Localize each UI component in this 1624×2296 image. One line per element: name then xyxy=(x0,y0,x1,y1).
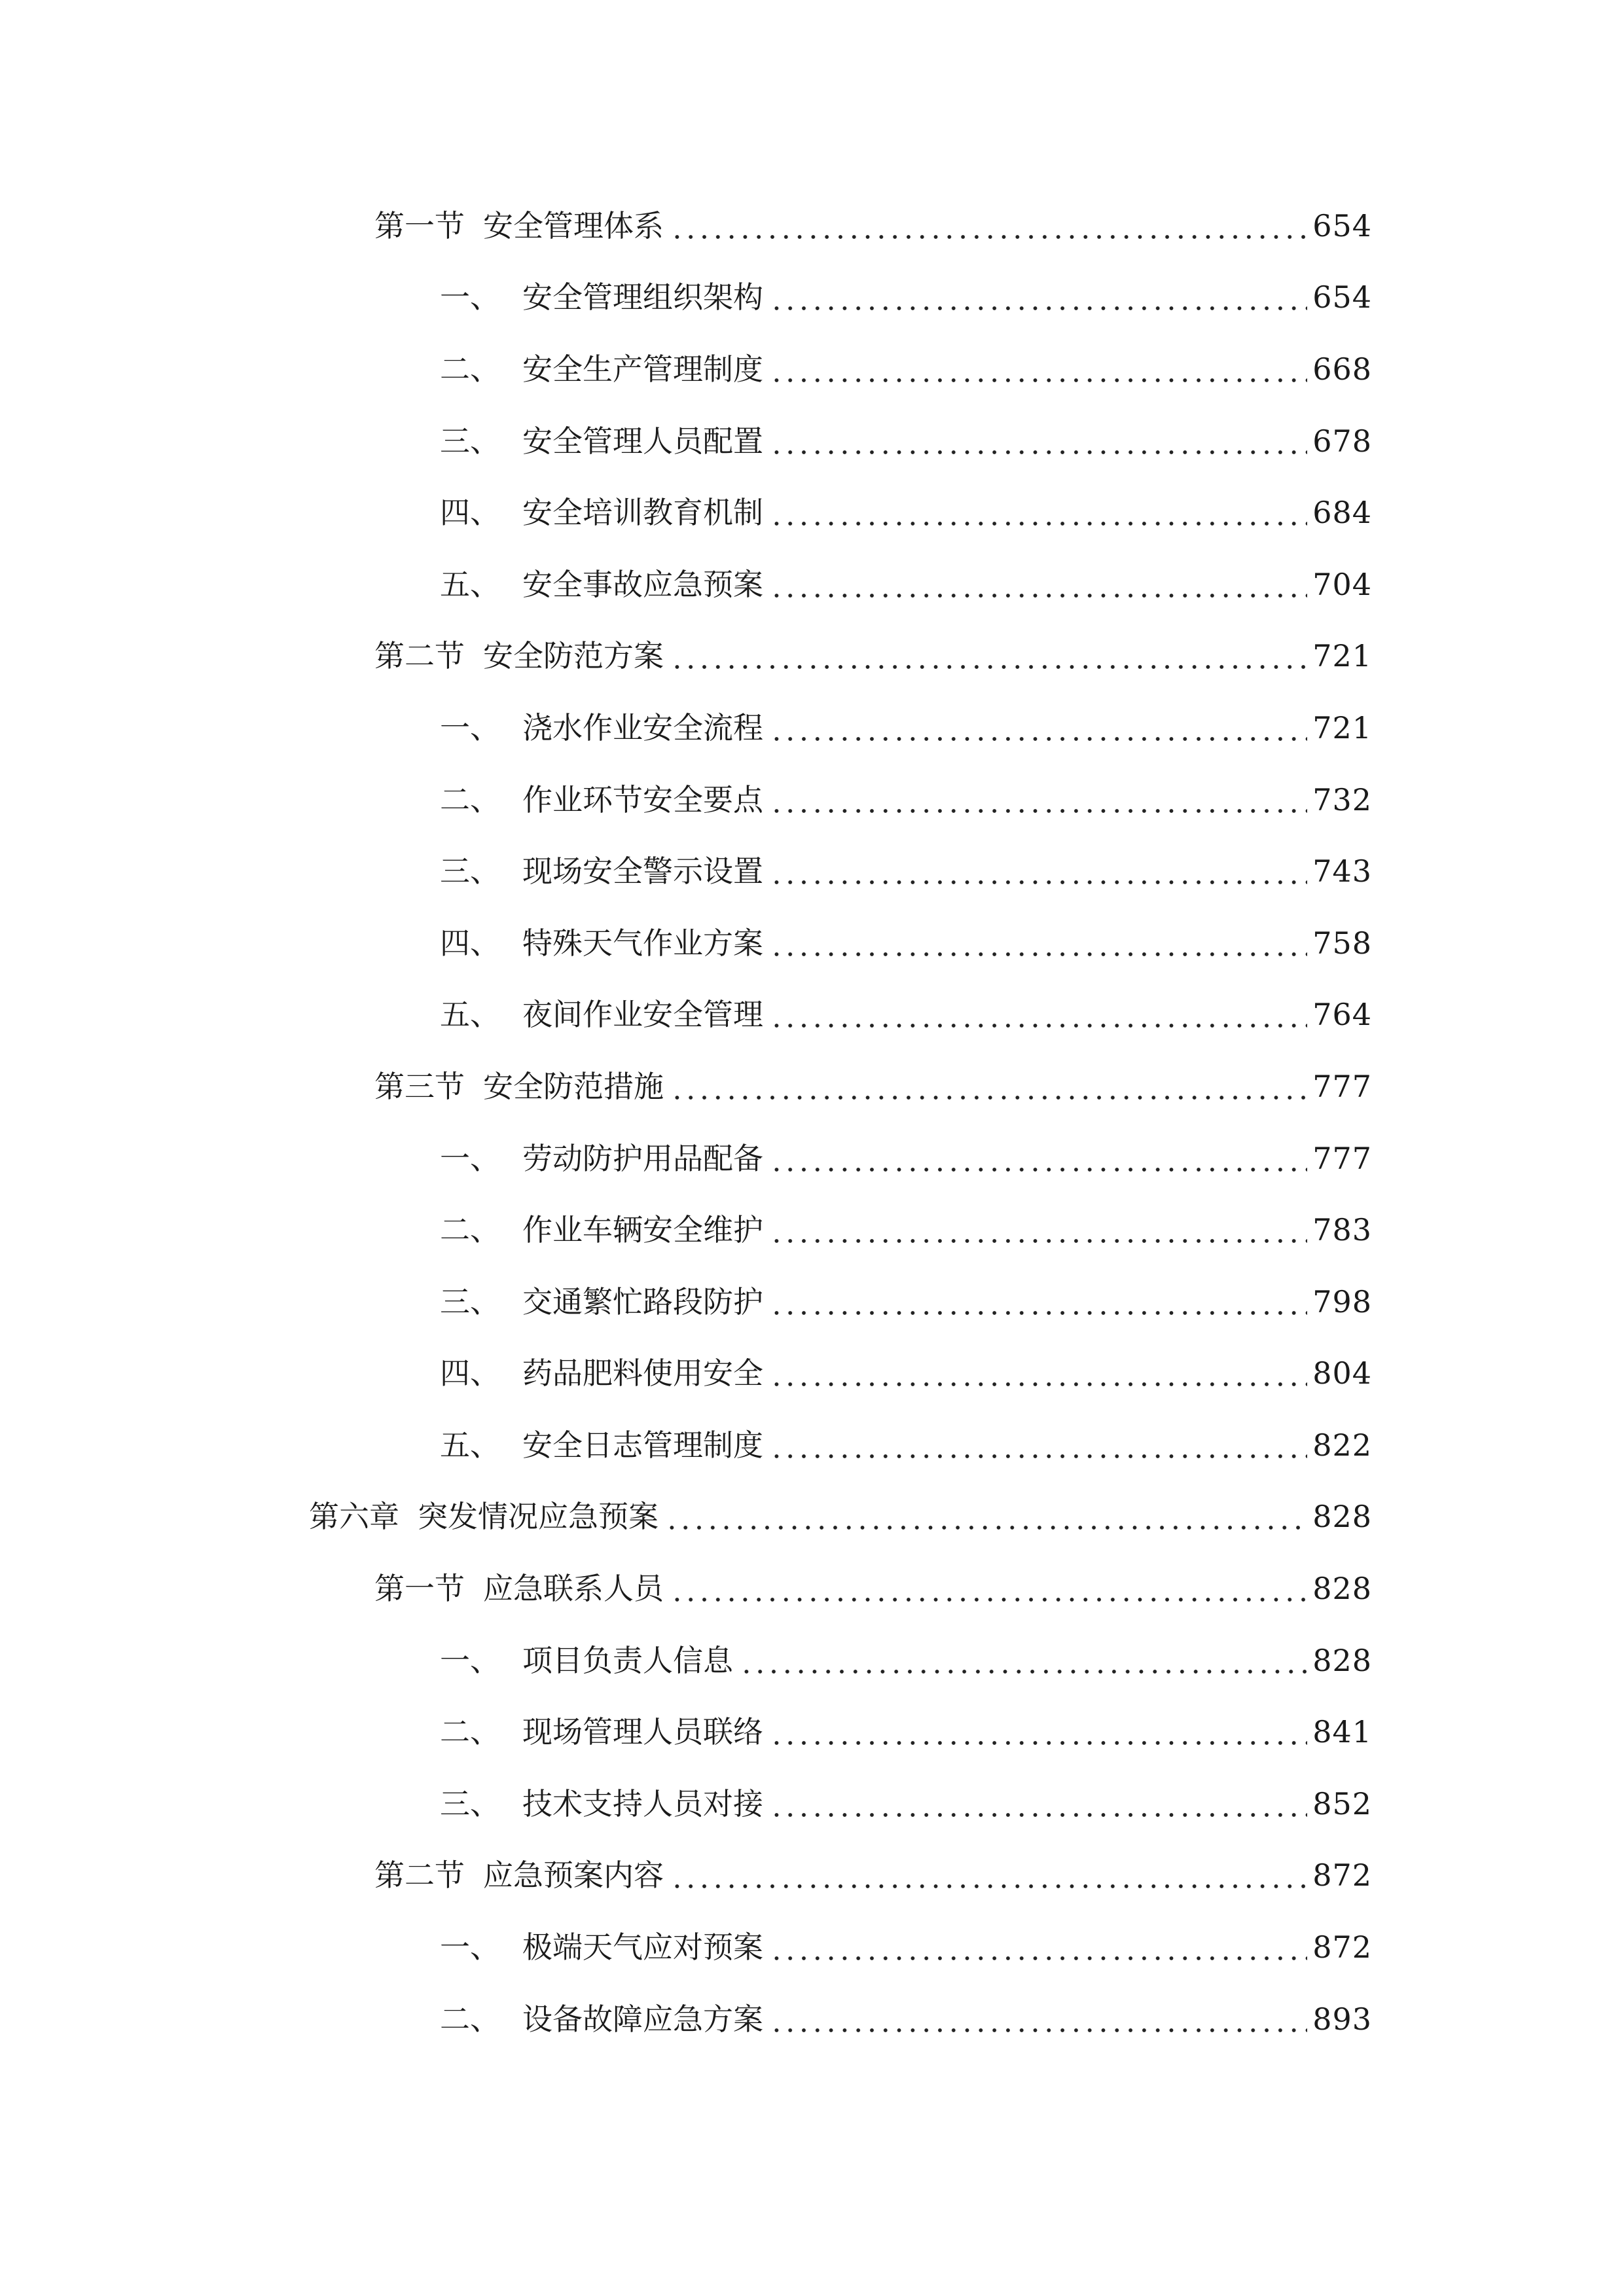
toc-entry[interactable] xyxy=(0,1768,1624,1840)
toc-entry[interactable] xyxy=(0,620,1624,692)
toc-entry-page: 822 xyxy=(1312,1427,1372,1463)
toc-entry-prefix: 二、 xyxy=(440,1714,500,1750)
toc-entry-prefix: 第二节 xyxy=(374,1857,465,1893)
dot-leader xyxy=(670,211,1307,241)
dot-leader xyxy=(770,426,1307,456)
toc-entry-prefix: 一、 xyxy=(440,709,500,745)
dot-leader xyxy=(770,497,1307,528)
dot-leader xyxy=(770,1287,1307,1317)
toc-entry-title: 浇水作业安全流程 xyxy=(522,709,763,745)
toc-entry-prefix: 二、 xyxy=(440,781,500,817)
dot-leader xyxy=(770,928,1307,958)
toc-entry-prefix: 第一节 xyxy=(374,1571,465,1607)
toc-entry-page: 783 xyxy=(1312,1212,1372,1248)
toc-entry-prefix: 三、 xyxy=(440,423,500,459)
toc-entry-title: 安全日志管理制度 xyxy=(522,1427,763,1463)
toc-entry-page: 893 xyxy=(1312,2001,1372,2037)
dot-leader xyxy=(770,2004,1307,2034)
toc-entry[interactable] xyxy=(0,1409,1624,1481)
toc-entry-page: 828 xyxy=(1312,1642,1372,1678)
toc-entry-prefix: 一、 xyxy=(440,1929,500,1965)
toc-entry[interactable] xyxy=(0,476,1624,548)
table-of-contents xyxy=(0,190,1624,2054)
dot-leader xyxy=(770,785,1307,815)
toc-entry-title: 安全管理组织架构 xyxy=(522,279,763,315)
toc-entry[interactable] xyxy=(0,1840,1624,1912)
toc-entry-title: 安全管理人员配置 xyxy=(522,423,763,459)
toc-entry-page: 704 xyxy=(1312,566,1372,602)
toc-entry-title: 安全防范方案 xyxy=(483,638,664,674)
toc-entry-page: 654 xyxy=(1312,207,1372,243)
toc-entry[interactable] xyxy=(0,907,1624,979)
toc-entry-title: 夜间作业安全管理 xyxy=(522,997,763,1033)
toc-entry-title: 安全事故应急预案 xyxy=(522,566,763,602)
toc-entry-prefix: 二、 xyxy=(440,351,500,387)
toc-entry[interactable] xyxy=(0,1266,1624,1338)
toc-entry-title: 突发情况应急预案 xyxy=(418,1499,659,1535)
toc-entry-page: 798 xyxy=(1312,1283,1372,1319)
toc-entry[interactable] xyxy=(0,333,1624,405)
toc-entry-page: 684 xyxy=(1312,495,1372,531)
dot-leader xyxy=(770,999,1307,1030)
toc-entry-page: 764 xyxy=(1312,997,1372,1033)
dot-leader xyxy=(770,1215,1307,1245)
toc-entry[interactable] xyxy=(0,1983,1624,2055)
toc-entry-page: 668 xyxy=(1312,351,1372,387)
dot-leader xyxy=(770,1143,1307,1174)
toc-entry[interactable] xyxy=(0,764,1624,836)
dot-leader xyxy=(670,1071,1307,1102)
toc-entry-page: 721 xyxy=(1312,709,1372,745)
toc-entry-prefix: 第二节 xyxy=(374,638,465,674)
toc-entry-prefix: 四、 xyxy=(440,925,500,961)
toc-entry-page: 743 xyxy=(1312,853,1372,889)
toc-entry-prefix: 三、 xyxy=(440,1785,500,1821)
toc-entry-page: 721 xyxy=(1312,638,1372,674)
toc-entry-title: 安全培训教育机制 xyxy=(522,495,763,531)
dot-leader xyxy=(770,1430,1307,1460)
toc-entry-prefix: 二、 xyxy=(440,1212,500,1248)
dot-leader xyxy=(770,1789,1307,1819)
dot-leader xyxy=(770,1358,1307,1388)
toc-entry-title: 交通繁忙路段防护 xyxy=(522,1283,763,1319)
toc-entry-page: 872 xyxy=(1312,1857,1372,1893)
toc-entry-title: 极端天气应对预案 xyxy=(522,1929,763,1965)
dot-leader xyxy=(670,641,1307,671)
toc-entry[interactable] xyxy=(0,1552,1624,1624)
toc-entry-page: 804 xyxy=(1312,1355,1372,1391)
toc-entry[interactable] xyxy=(0,1194,1624,1266)
toc-entry-title: 现场管理人员联络 xyxy=(522,1714,763,1750)
toc-entry-title: 项目负责人信息 xyxy=(522,1642,733,1678)
toc-entry-page: 828 xyxy=(1312,1571,1372,1607)
toc-entry-page: 654 xyxy=(1312,279,1372,315)
toc-entry-title: 作业环节安全要点 xyxy=(522,781,763,817)
dot-leader xyxy=(770,713,1307,743)
toc-entry-prefix: 四、 xyxy=(440,1355,500,1391)
toc-entry[interactable] xyxy=(0,1481,1624,1553)
toc-entry-prefix: 第六章 xyxy=(309,1499,399,1535)
toc-entry[interactable] xyxy=(0,1911,1624,1983)
dot-leader xyxy=(770,1932,1307,1962)
toc-entry-page: 777 xyxy=(1312,1140,1372,1176)
toc-entry-prefix: 三、 xyxy=(440,853,500,889)
toc-entry[interactable] xyxy=(0,1696,1624,1768)
toc-entry-prefix: 第一节 xyxy=(374,207,465,243)
toc-entry-prefix: 五、 xyxy=(440,566,500,602)
toc-entry[interactable] xyxy=(0,190,1624,262)
toc-entry-prefix: 一、 xyxy=(440,1642,500,1678)
toc-entry-title: 特殊天气作业方案 xyxy=(522,925,763,961)
toc-entry-prefix: 五、 xyxy=(440,1427,500,1463)
dot-leader xyxy=(770,856,1307,886)
dot-leader xyxy=(770,569,1307,600)
toc-entry-title: 安全生产管理制度 xyxy=(522,351,763,387)
dot-leader xyxy=(770,354,1307,384)
toc-entry-page: 852 xyxy=(1312,1785,1372,1821)
dot-leader xyxy=(740,1645,1307,1676)
dot-leader xyxy=(670,1860,1307,1890)
toc-entry-page: 777 xyxy=(1312,1068,1372,1104)
toc-entry-prefix: 五、 xyxy=(440,997,500,1033)
toc-entry-prefix: 二、 xyxy=(440,2001,500,2037)
toc-entry-prefix: 一、 xyxy=(440,1140,500,1176)
toc-entry-page: 841 xyxy=(1312,1714,1372,1750)
toc-entry-page: 828 xyxy=(1312,1499,1372,1535)
toc-entry[interactable] xyxy=(0,979,1624,1051)
toc-entry-title: 设备故障应急方案 xyxy=(522,2001,763,2037)
toc-entry[interactable] xyxy=(0,1338,1624,1410)
toc-entry[interactable] xyxy=(0,1050,1624,1122)
toc-entry-page: 732 xyxy=(1312,781,1372,817)
toc-entry-title: 安全管理体系 xyxy=(483,207,664,243)
toc-entry-page: 678 xyxy=(1312,423,1372,459)
toc-entry-page: 758 xyxy=(1312,925,1372,961)
toc-entry-title: 现场安全警示设置 xyxy=(522,853,763,889)
toc-entry-title: 技术支持人员对接 xyxy=(522,1785,763,1821)
toc-entry[interactable] xyxy=(0,262,1624,334)
dot-leader xyxy=(770,1717,1307,1747)
toc-entry-title: 药品肥料使用安全 xyxy=(522,1355,763,1391)
toc-entry[interactable] xyxy=(0,1122,1624,1194)
toc-entry[interactable] xyxy=(0,835,1624,907)
toc-entry-prefix: 一、 xyxy=(440,279,500,315)
toc-entry[interactable] xyxy=(0,692,1624,764)
toc-entry-prefix: 第三节 xyxy=(374,1068,465,1104)
dot-leader xyxy=(670,1573,1307,1604)
toc-entry[interactable] xyxy=(0,548,1624,620)
toc-entry-title: 劳动防护用品配备 xyxy=(522,1140,763,1176)
toc-entry-title: 应急预案内容 xyxy=(483,1857,664,1893)
toc-entry-prefix: 三、 xyxy=(440,1283,500,1319)
dot-leader xyxy=(770,282,1307,312)
toc-entry-prefix: 四、 xyxy=(440,495,500,531)
toc-entry-title: 应急联系人员 xyxy=(483,1571,664,1607)
toc-entry-title: 安全防范措施 xyxy=(483,1068,664,1104)
toc-entry[interactable] xyxy=(0,405,1624,477)
toc-entry[interactable] xyxy=(0,1624,1624,1696)
dot-leader xyxy=(665,1501,1307,1532)
toc-entry-page: 872 xyxy=(1312,1929,1372,1965)
toc-entry-title: 作业车辆安全维护 xyxy=(522,1212,763,1248)
